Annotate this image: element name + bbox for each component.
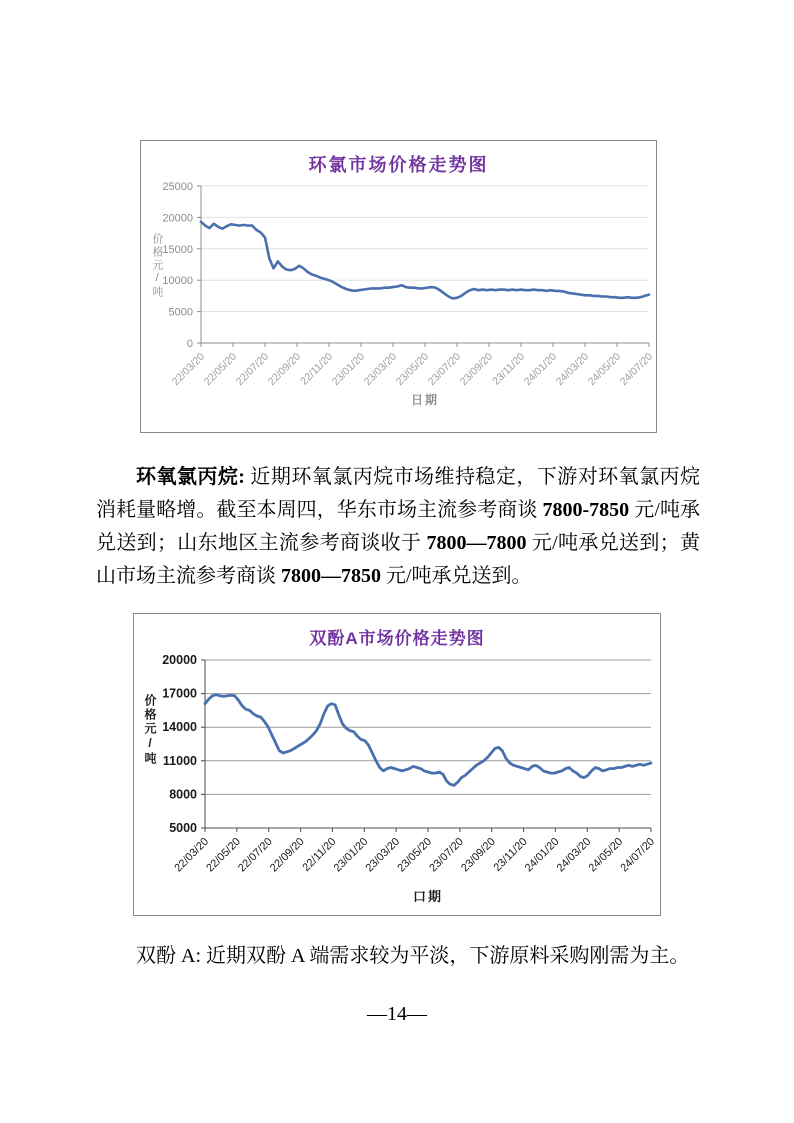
x-tick-label: 22/11/20	[298, 350, 336, 388]
price-line-series	[201, 222, 649, 299]
x-tick-label: 23/11/20	[491, 835, 530, 874]
x-tick-label: 22/05/20	[204, 835, 243, 875]
ech-price-chart	[140, 140, 657, 433]
x-tick-label: 24/07/20	[618, 835, 658, 875]
body-text: 元/吨承兑送到；黄山市场主流参考商谈	[96, 532, 701, 587]
chart-title: 环氯市场价格走势图	[308, 155, 489, 175]
emphasis-text: 7800—7800	[426, 532, 527, 554]
y-axis-label: 价格元/吨	[143, 694, 157, 766]
x-tick-label: 22/07/20	[233, 350, 272, 389]
emphasis-text: 7800—7850	[281, 565, 381, 587]
body-text: 近期双酚 A 端需求较为平淡，下游原料采购刚需为主。	[201, 945, 690, 967]
x-tick-label: 22/09/20	[267, 835, 307, 875]
y-tick-label: 15000	[162, 243, 193, 256]
x-tick-label: 22/03/20	[172, 835, 212, 875]
x-tick-label: 23/11/20	[490, 350, 528, 388]
y-tick-label: 17000	[162, 686, 197, 701]
y-tick-label: 0	[186, 338, 193, 350]
x-tick-label: 24/01/20	[522, 835, 562, 875]
ech-paragraph	[96, 461, 700, 593]
body-text: 近期环氧氯丙烷市场维持稳定，下游对环氧氯丙烷消耗量略增。截至本周四，华东市场主流参考商谈	[96, 466, 700, 521]
body-text: 元/吨承兑送到；山东地区主流参考商谈收于	[96, 499, 701, 554]
price-line-chart-svg	[134, 614, 660, 915]
x-tick-label: 22/05/20	[201, 350, 240, 389]
x-tick-label: 24/05/20	[585, 350, 624, 389]
x-tick-label: 23/05/20	[393, 350, 432, 389]
y-tick-label: 8000	[169, 787, 197, 802]
x-tick-label: 23/09/20	[457, 350, 496, 389]
y-tick-label: 20000	[162, 653, 197, 667]
x-tick-label: 23/01/20	[331, 835, 371, 875]
x-tick-label: 23/07/20	[425, 350, 464, 389]
y-tick-label: 14000	[162, 720, 197, 735]
body-text: 元/吨承兑送到。	[381, 565, 532, 587]
x-tick-label: 22/11/20	[300, 835, 339, 874]
x-tick-label: 23/09/20	[459, 835, 498, 875]
x-tick-label: 24/01/20	[521, 350, 560, 389]
y-axis-label: 价格元/吨	[151, 233, 163, 299]
price-line-chart-svg	[141, 141, 656, 432]
bpa-price-chart	[133, 613, 661, 916]
emphasis-text: 环氧氯丙烷:	[136, 466, 245, 488]
bpa-paragraph	[96, 940, 700, 973]
x-tick-label: 23/07/20	[427, 835, 466, 875]
price-line-series	[205, 695, 651, 786]
x-tick-label: 22/03/20	[169, 350, 208, 389]
x-tick-label: 24/05/20	[586, 835, 626, 875]
y-tick-label: 11000	[162, 753, 197, 768]
y-tick-label: 20000	[162, 212, 193, 225]
x-axis-title: 日期	[410, 393, 440, 407]
y-tick-label: 5000	[169, 821, 197, 835]
y-tick-label: 25000	[162, 181, 193, 193]
emphasis-text: 7800-7850	[542, 499, 630, 521]
x-tick-label: 22/09/20	[265, 350, 304, 389]
x-tick-label: 23/03/20	[361, 350, 400, 389]
x-tick-label: 23/01/20	[329, 350, 368, 389]
x-tick-label: 23/05/20	[395, 835, 435, 875]
x-tick-label: 24/07/20	[617, 350, 656, 389]
x-tick-label: 24/03/20	[553, 350, 592, 389]
x-tick-label: 24/03/20	[554, 835, 594, 875]
x-tick-label: 22/07/20	[236, 835, 275, 875]
page-number: —14—	[367, 1003, 427, 1025]
y-tick-label: 5000	[168, 306, 193, 319]
x-tick-label: 23/03/20	[363, 835, 403, 875]
body-text: 双酚 A:	[136, 945, 201, 967]
y-tick-label: 10000	[162, 275, 193, 288]
x-axis-title: 口期	[412, 889, 444, 904]
chart-title: 双酚A市场价格走势图	[309, 629, 485, 648]
